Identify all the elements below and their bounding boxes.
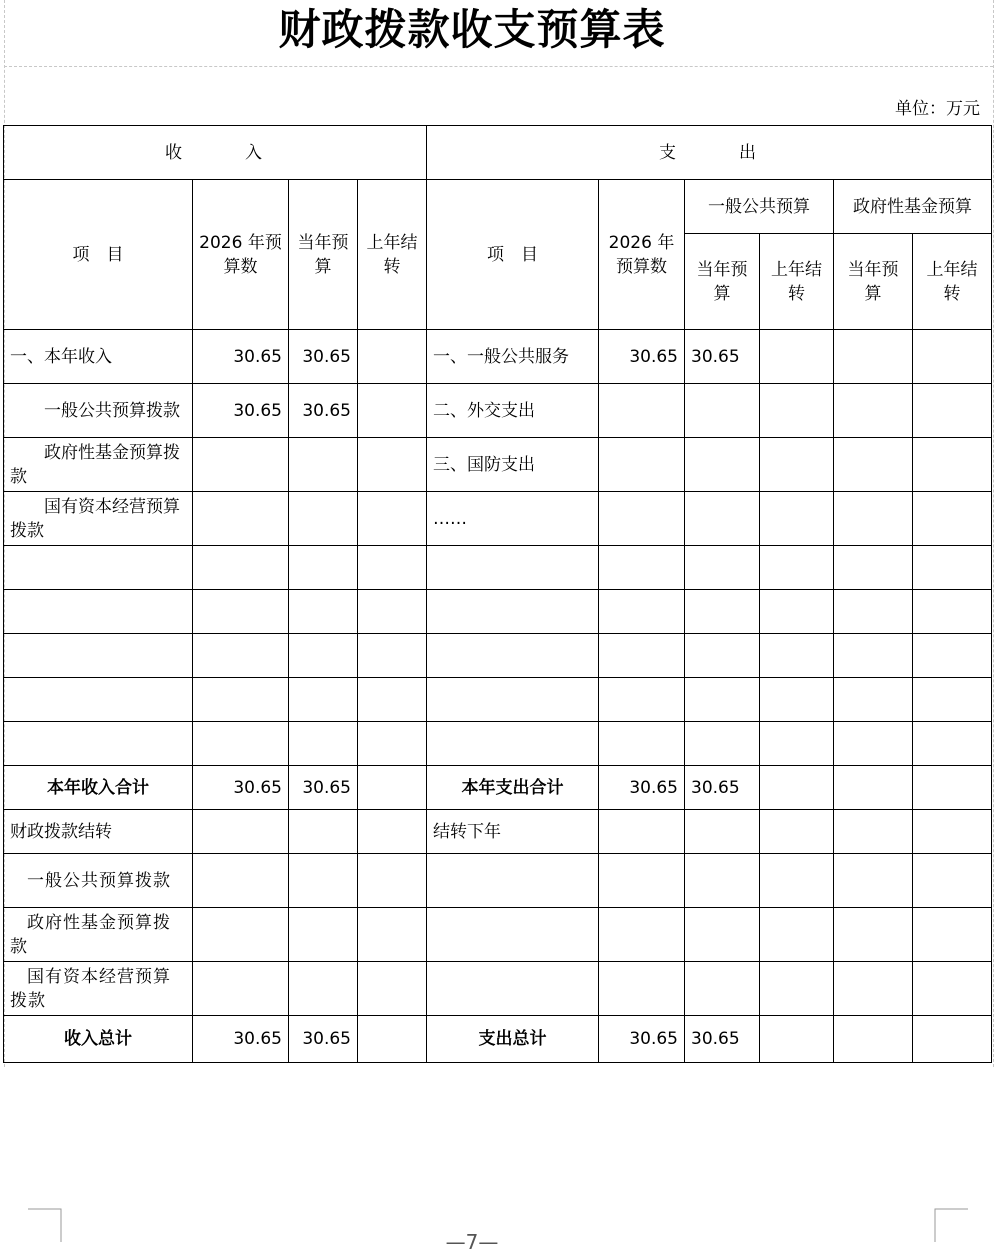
expense-total-header: 2026 年预算数 <box>599 180 685 330</box>
table-row <box>4 546 992 590</box>
income-total-cell: 30.65 <box>193 384 289 438</box>
gp-prior-cell <box>760 722 834 766</box>
table-row <box>4 722 992 766</box>
gf-prior-cell <box>913 634 992 678</box>
income-item-cell: 一、本年收入 <box>4 330 193 384</box>
income-item-cell: 财政拨款结转 <box>4 810 193 854</box>
table-row <box>4 678 992 722</box>
income-prior-cell <box>358 438 427 492</box>
budget-table <box>3 125 992 1063</box>
gp-prior-header: 上年结转 <box>760 234 834 330</box>
gf-current-header: 当年预算 <box>834 234 913 330</box>
gp-current-cell <box>685 590 760 634</box>
gf-current-cell <box>834 634 913 678</box>
page-title: 财政拨款收支预算表 <box>278 5 666 54</box>
expense-total-cell <box>599 962 685 1016</box>
gp-current-cell <box>685 384 760 438</box>
gf-current-cell <box>834 1016 913 1063</box>
expense-item-cell <box>427 908 599 962</box>
gf-prior-cell <box>913 492 992 546</box>
gp-current-cell <box>685 908 760 962</box>
income-total-cell <box>193 492 289 546</box>
income-current-cell <box>289 634 358 678</box>
gp-current-cell <box>685 962 760 1016</box>
income-item-cell <box>4 722 193 766</box>
expense-item-cell: 一、一般公共服务 <box>427 330 599 384</box>
income-total-cell <box>193 908 289 962</box>
gf-prior-cell <box>913 438 992 492</box>
expense-item-cell <box>427 634 599 678</box>
gp-prior-cell <box>760 590 834 634</box>
table-row <box>4 330 992 384</box>
income-total-cell <box>193 634 289 678</box>
income-total-cell: 30.65 <box>193 330 289 384</box>
income-prior-cell <box>358 678 427 722</box>
gp-current-cell <box>685 854 760 908</box>
income-current-cell <box>289 810 358 854</box>
page-guide-right <box>993 0 994 1067</box>
expense-item-cell: …… <box>427 492 599 546</box>
gp-current-cell <box>685 634 760 678</box>
income-total-cell <box>193 854 289 908</box>
expense-total-cell <box>599 908 685 962</box>
income-current-header: 当年预算 <box>289 180 358 330</box>
income-prior-cell <box>358 1016 427 1063</box>
gp-prior-cell <box>760 678 834 722</box>
income-total-header: 2026 年预算数 <box>193 180 289 330</box>
gf-prior-cell <box>913 722 992 766</box>
expense-total-cell <box>599 678 685 722</box>
expense-total-cell <box>599 438 685 492</box>
gp-prior-cell <box>760 908 834 962</box>
gp-current-cell <box>685 678 760 722</box>
page-guide-top <box>4 66 993 67</box>
income-prior-cell <box>358 330 427 384</box>
income-prior-cell <box>358 492 427 546</box>
gf-prior-cell <box>913 962 992 1016</box>
expense-total-cell: 30.65 <box>599 330 685 384</box>
income-current-cell: 30.65 <box>289 384 358 438</box>
gf-prior-cell <box>913 1016 992 1063</box>
expense-item-cell <box>427 546 599 590</box>
gf-prior-cell <box>913 854 992 908</box>
income-current-cell <box>289 962 358 1016</box>
income-current-cell <box>289 722 358 766</box>
income-total-cell <box>193 962 289 1016</box>
gf-current-cell <box>834 962 913 1016</box>
income-prior-cell <box>358 962 427 1016</box>
expense-item-cell: 结转下年 <box>427 810 599 854</box>
gf-current-cell <box>834 678 913 722</box>
gf-prior-cell <box>913 590 992 634</box>
gp-prior-cell <box>760 962 834 1016</box>
expense-item-cell <box>427 854 599 908</box>
table-row <box>4 634 992 678</box>
income-current-cell <box>289 492 358 546</box>
gp-prior-cell <box>760 330 834 384</box>
table-row <box>4 492 992 546</box>
gp-prior-cell <box>760 810 834 854</box>
gp-current-cell <box>685 546 760 590</box>
income-current-cell <box>289 908 358 962</box>
expense-total-cell <box>599 722 685 766</box>
income-total-cell <box>193 678 289 722</box>
expense-total-cell <box>599 546 685 590</box>
table-body <box>4 330 992 1063</box>
gp-prior-cell <box>760 766 834 810</box>
income-prior-cell <box>358 634 427 678</box>
income-prior-cell <box>358 722 427 766</box>
gf-current-cell <box>834 330 913 384</box>
table-row <box>4 854 992 908</box>
income-item-cell: 政府性基金预算拨款 <box>4 908 193 962</box>
table-row <box>4 766 992 810</box>
gp-current-cell <box>685 810 760 854</box>
income-prior-cell <box>358 384 427 438</box>
gp-current-cell: 30.65 <box>685 1016 760 1063</box>
expense-item-cell <box>427 678 599 722</box>
gf-prior-cell <box>913 678 992 722</box>
income-item-cell <box>4 678 193 722</box>
income-current-cell <box>289 438 358 492</box>
table-row <box>4 908 992 962</box>
gp-current-cell: 30.65 <box>685 330 760 384</box>
gp-current-cell <box>685 722 760 766</box>
income-item-cell: 一般公共预算拨款 <box>4 854 193 908</box>
income-item-cell: 国有资本经营预算拨款 <box>4 492 193 546</box>
income-item-cell: 一般公共预算拨款 <box>4 384 193 438</box>
gf-current-cell <box>834 854 913 908</box>
expense-item-cell: 二、外交支出 <box>427 384 599 438</box>
income-prior-cell <box>358 546 427 590</box>
income-prior-cell <box>358 590 427 634</box>
gp-current-header: 当年预算 <box>685 234 760 330</box>
income-current-cell <box>289 678 358 722</box>
income-item-cell <box>4 590 193 634</box>
income-total-cell: 30.65 <box>193 766 289 810</box>
gp-current-cell <box>685 438 760 492</box>
income-current-cell: 30.65 <box>289 766 358 810</box>
gf-current-cell <box>834 492 913 546</box>
gf-current-cell <box>834 908 913 962</box>
income-prior-cell <box>358 908 427 962</box>
gf-prior-cell <box>913 810 992 854</box>
expense-item-cell <box>427 722 599 766</box>
income-current-cell: 30.65 <box>289 330 358 384</box>
expense-section-header: 支 出 <box>427 126 992 180</box>
gf-current-cell <box>834 384 913 438</box>
expense-total-cell <box>599 384 685 438</box>
income-current-cell <box>289 590 358 634</box>
section-header-row <box>4 126 992 180</box>
income-item-cell: 本年收入合计 <box>4 766 193 810</box>
gp-prior-cell <box>760 384 834 438</box>
table-row <box>4 590 992 634</box>
expense-item-cell: 支出总计 <box>427 1016 599 1063</box>
expense-total-cell <box>599 492 685 546</box>
expense-item-header: 项 目 <box>427 180 599 330</box>
table-row <box>4 962 992 1016</box>
expense-total-cell <box>599 590 685 634</box>
expense-item-cell <box>427 962 599 1016</box>
income-total-cell <box>193 810 289 854</box>
gov-fund-budget-header: 政府性基金预算 <box>834 180 992 234</box>
income-item-cell: 国有资本经营预算拨款 <box>4 962 193 1016</box>
income-prior-cell <box>358 854 427 908</box>
column-header-row <box>4 180 992 234</box>
income-item-header: 项 目 <box>4 180 193 330</box>
expense-item-cell <box>427 590 599 634</box>
gf-current-cell <box>834 546 913 590</box>
income-total-cell <box>193 546 289 590</box>
gp-current-cell <box>685 492 760 546</box>
gf-prior-header: 上年结转 <box>913 234 992 330</box>
income-item-cell <box>4 634 193 678</box>
income-current-cell: 30.65 <box>289 1016 358 1063</box>
gf-prior-cell <box>913 330 992 384</box>
expense-total-cell: 30.65 <box>599 766 685 810</box>
gf-current-cell <box>834 438 913 492</box>
income-section-header: 收 入 <box>4 126 427 180</box>
table-row <box>4 438 992 492</box>
gp-current-cell: 30.65 <box>685 766 760 810</box>
income-prior-header: 上年结转 <box>358 180 427 330</box>
gp-prior-cell <box>760 438 834 492</box>
gp-prior-cell <box>760 854 834 908</box>
gp-prior-cell <box>760 492 834 546</box>
income-item-cell: 收入总计 <box>4 1016 193 1063</box>
table-row <box>4 384 992 438</box>
gf-prior-cell <box>913 546 992 590</box>
expense-item-cell: 三、国防支出 <box>427 438 599 492</box>
income-current-cell <box>289 546 358 590</box>
gf-current-cell <box>834 722 913 766</box>
income-total-cell: 30.65 <box>193 1016 289 1063</box>
income-item-cell <box>4 546 193 590</box>
gf-current-cell <box>834 590 913 634</box>
income-current-cell <box>289 854 358 908</box>
income-prior-cell <box>358 766 427 810</box>
general-public-budget-header: 一般公共预算 <box>685 180 834 234</box>
gf-current-cell <box>834 810 913 854</box>
gf-prior-cell <box>913 384 992 438</box>
table-row <box>4 810 992 854</box>
unit-label: 单位：万元 <box>895 99 980 119</box>
page-number: —7— <box>445 1230 499 1254</box>
expense-total-cell: 30.65 <box>599 1016 685 1063</box>
gf-prior-cell <box>913 908 992 962</box>
gp-prior-cell <box>760 634 834 678</box>
gp-prior-cell <box>760 1016 834 1063</box>
expense-item-cell: 本年支出合计 <box>427 766 599 810</box>
gf-prior-cell <box>913 766 992 810</box>
table-row <box>4 1016 992 1063</box>
gp-prior-cell <box>760 546 834 590</box>
gf-current-cell <box>834 766 913 810</box>
income-total-cell <box>193 590 289 634</box>
expense-total-cell <box>599 854 685 908</box>
expense-total-cell <box>599 634 685 678</box>
income-prior-cell <box>358 810 427 854</box>
income-item-cell: 政府性基金预算拨款 <box>4 438 193 492</box>
income-total-cell <box>193 722 289 766</box>
income-total-cell <box>193 438 289 492</box>
expense-total-cell <box>599 810 685 854</box>
